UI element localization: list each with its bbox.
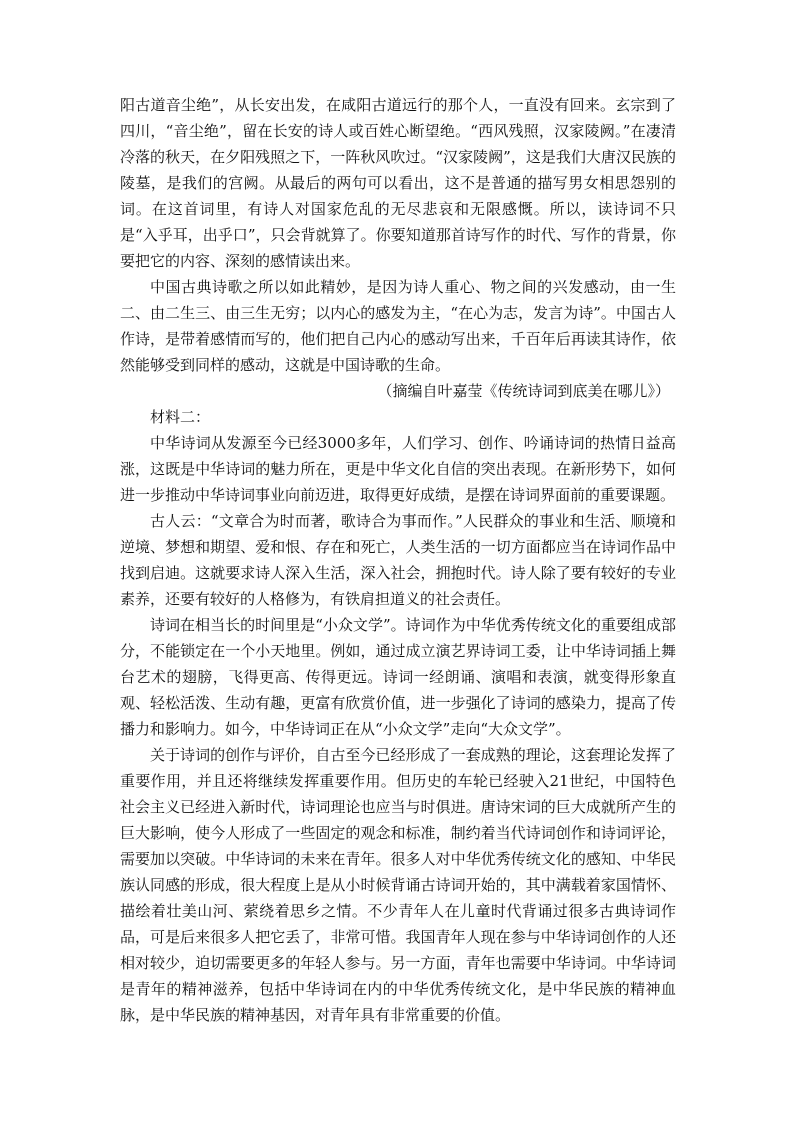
material1-paragraph-continued: 阳古道音尘绝”，从长安出发，在咸阳古道远行的那个人，一直没有回来。玄宗到了四川，“音尘绝”，留在长安的诗人或百姓心断望绝。“西风残照，汉家陵阙。”在凄清冷落的秋天，在夕阳残照之下，一阵秋风吹过。“汉家陵阙”，这是我们大唐汉民族的陵墓，是我们的宫阙。从最后的两句可以看出，这不是普通的描写男女相思怨别的词。在这首词里，有诗人对国家危乱的无尽悲哀和无限感慨。所以，读诗词不只是“入乎耳，出乎口”，只会背就算了。你要知道那首诗写作的时代、写作的背景，你要把它的内容、深刻的感情读出来。 [120, 96, 676, 270]
source-citation: （摘编自叶嘉莹《传统诗词到底美在哪儿》） [377, 382, 670, 400]
document-body [120, 92, 676, 1028]
material1-paragraph: 中国古典诗歌之所以如此精妙，是因为诗人重心、物之间的兴发感动，由一生二、由二生三、由三生无穷；以内心的感发为主，“在心为志，发言为诗”。中国古人作诗，是带着感情而写的，他们把自己内心的感动写出来，千百年后再读其诗作，依然能够受到同样的感动，这就是中国诗歌的生命。 [120, 278, 676, 374]
material2-paragraph: 古人云：“文章合为时而著，歌诗合为事而作。”人民群众的事业和生活、顺境和逆境、梦想和期望、爱和恨、存在和死亡，人类生活的一切方面都应当在诗词作品中找到启迪。这就要求诗人深入生活，深入社会，拥抱时代。诗人除了要有较好的专业素养，还要有较好的人格修为，有铁肩担道义的社会责任。 [120, 512, 676, 608]
material2-heading: 材料二： [150, 408, 211, 426]
material2-paragraph: 中华诗词从发源至今已经3000多年，人们学习、创作、吟诵诗词的热情日益高涨，这既是中华诗词的魅力所在，更是中华文化自信的突出表现。在新形势下，如何进一步推动中华诗词事业向前迈进，取得更好成绩，是摆在诗词界面前的重要课题。 [120, 434, 676, 504]
material2-paragraph: 诗词在相当长的时间里是“小众文学”。诗词作为中华优秀传统文化的重要组成部分，不能锁定在一个小天地里。例如，通过成立演艺界诗词工委，让中华诗词插上舞台艺术的翅膀，飞得更高、传得更远。诗词一经朗诵、演唱和表演，就变得形象直观、轻松活泼、生动有趣，更富有欣赏价值，进一步强化了诗词的感染力，提高了传播力和影响力。如今，中华诗词正在从“小众文学”走向“大众文学”。 [120, 616, 676, 738]
material2-paragraph: 关于诗词的创作与评价，自古至今已经形成了一套成熟的理论，这套理论发挥了重要作用，并且还将继续发挥重要作用。但历史的车轮已经驶入21世纪，中国特色社会主义已经进入新时代，诗词理论也应当与时俱进。唐诗宋词的巨大成就所产生的巨大影响，使今人形成了一些固定的观念和标准，制约着当代诗词创作和诗词评论，需要加以突破。中华诗词的未来在青年。很多人对中华优秀传统文化的感知、中华民族认同感的形成，很大程度上是从小时候背诵古诗词开始的，其中满载着家国情怀、描绘着壮美山河、萦绕着思乡之情。不少青年人在儿童时代背诵过很多古典诗词作品，可是后来很多人把它丢了，非常可惜。我国青年人现在参与中华诗词创作的人还相对较少，迫切需要更多的年轻人参与。另一方面，青年也需要中华诗词。中华诗词是青年的精神滋养，包括中华诗词在内的中华优秀传统文化，是中华民族的精神血脉，是中华民族的精神基因，对青年具有非常重要的价值。 [120, 746, 676, 1024]
